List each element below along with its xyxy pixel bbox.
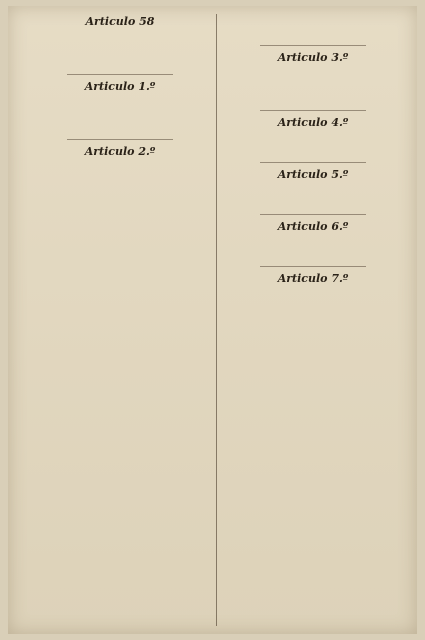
article-paragraph [225, 133, 401, 143]
article-heading: Articulo 5.º [277, 168, 349, 181]
article-paragraph [32, 201, 208, 211]
article-paragraph [225, 16, 401, 26]
article-paragraph [225, 250, 401, 260]
section-rule [67, 74, 173, 75]
text-columns [26, 12, 407, 628]
article-heading: Articulo 6.º [277, 220, 349, 233]
right-column [219, 12, 407, 628]
section-rule [260, 266, 366, 267]
article-paragraph [225, 81, 401, 91]
article-heading: Articulo 7.º [277, 272, 349, 285]
article-heading: Articulo 1.º [84, 80, 156, 93]
article-heading: Articulo 4.º [277, 116, 349, 129]
article-paragraph [32, 110, 208, 120]
article-paragraph [32, 188, 208, 198]
article-paragraph [225, 94, 401, 104]
article-paragraph [32, 32, 208, 42]
section-rule [260, 45, 366, 46]
left-column [26, 12, 214, 628]
column-divider [216, 14, 217, 626]
section-rule [260, 110, 366, 111]
article-heading: Articulo 2.º [84, 145, 156, 158]
article-heading: Articulo 58 [85, 15, 155, 28]
article-paragraph [225, 185, 401, 195]
article-heading: Articulo 3.º [277, 51, 349, 64]
article-paragraph [225, 237, 401, 247]
article-paragraph [32, 162, 208, 172]
article-paragraph [32, 97, 208, 107]
article-paragraph [225, 29, 401, 39]
section-rule [67, 139, 173, 140]
article-paragraph [32, 175, 208, 185]
article-paragraph [225, 198, 401, 208]
article-paragraph [225, 68, 401, 78]
article-paragraph [32, 58, 208, 68]
section-rule [260, 162, 366, 163]
article-paragraph [225, 146, 401, 156]
article-paragraph [32, 123, 208, 133]
section-rule [260, 214, 366, 215]
document-page [8, 6, 417, 634]
article-paragraph [225, 289, 401, 299]
article-paragraph [32, 45, 208, 55]
